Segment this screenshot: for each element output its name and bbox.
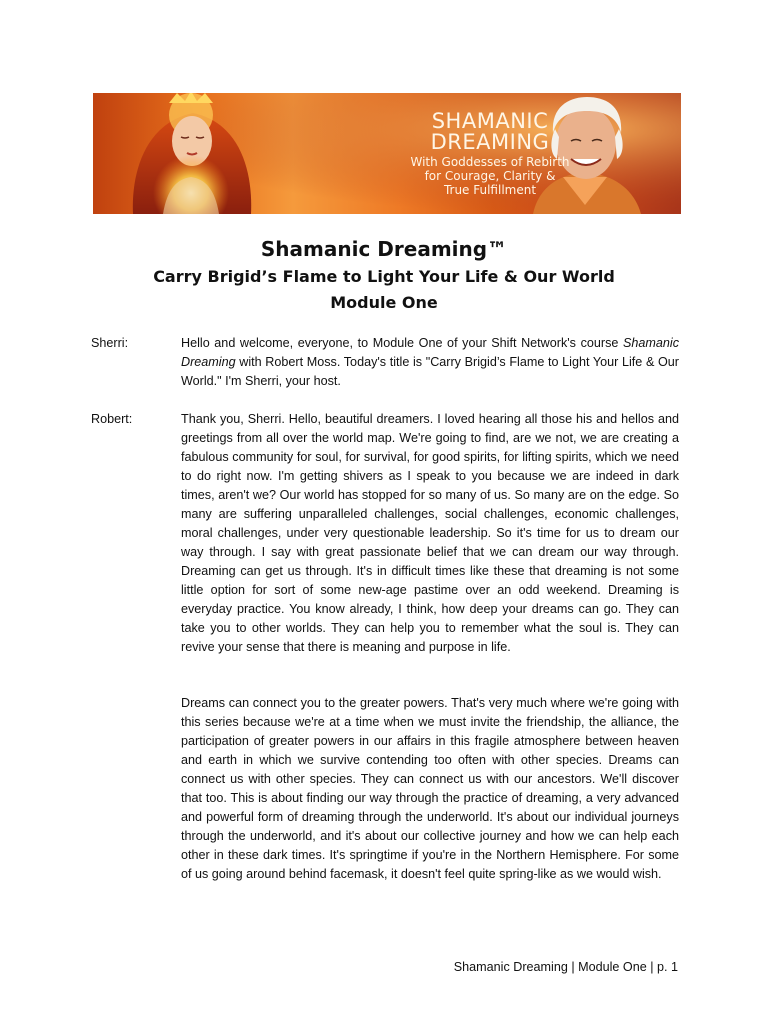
document-subtitle: Carry Brigid’s Flame to Light Your Life & Our World	[153, 267, 615, 286]
banner-artwork	[93, 93, 681, 214]
banner-subtitle-line3: True Fulfillment	[443, 183, 537, 197]
robert-paragraph-1: Thank you, Sherri. Hello, beautiful dreamers. I loved hearing all those his and hellos and greetings from all over the world map. We're going to find, are we not, we are creating a fabulous community for soul, for survival, for good spirits, for lifting spirits, which we need to do right now. I'm getting shivers as I speak to you because we are indeed in dark times, aren't we? Our world has stopped for so many of us. So many are on the edge. So many are suffering unparalleled challenges, social challenges, economic challenges, moral challenges, under very questionable leadership. So it's time for us to dream our way through. I say with great passionate belief that we can dream our way through. Dreaming can get us through. It's in difficult times like these that dreaming is not some little option for sort of some new-age pastime over an odd weekend. Dreaming is everyday practice. You know already, I think, how deep your dreams can go. They can take you to other worlds. They can help you to remember what the soul is. They can revive your sense that there is meaning and purpose in life.	[181, 412, 679, 654]
course-name-italic: Shamanic Dreaming	[181, 336, 679, 369]
module-heading: Module One	[330, 293, 438, 312]
speaker-label-sherri: Sherri:	[91, 336, 129, 350]
speaker-label-robert: Robert:	[91, 412, 133, 426]
sherri-paragraph	[181, 334, 679, 391]
banner-title	[395, 111, 585, 153]
banner-subtitle-line1: With Goddesses of Rebirth	[410, 155, 570, 169]
banner-title-line1: SHAMANIC	[431, 109, 549, 133]
banner-subtitle	[395, 155, 585, 197]
course-banner	[93, 93, 681, 214]
sherri-text-post: with Robert Moss. Today's title is "Carry Brigid’s Flame to Light Your Life & Our World." I'm Sherri, your host.	[181, 355, 679, 388]
page-footer: Shamanic Dreaming | Module One | p. 1	[453, 960, 678, 974]
document-title: Shamanic Dreaming™	[260, 237, 508, 261]
banner-title-line2: DREAMING	[430, 130, 550, 154]
banner-subtitle-line2: for Courage, Clarity &	[424, 169, 556, 183]
sherri-text-pre: Hello and welcome, everyone, to Module One of your Shift Network's course	[181, 336, 623, 350]
robert-paragraph-2: Dreams can connect you to the greater powers. That's very much where we're going with this series because we're at a time when we must invite the friendship, the alliance, the participation of greater powers in our affairs in this fragile atmosphere between heaven and earth in which we survive contending too often with other species. Dreams can connect us with other species. They can connect us with our ancestors. We'll discover that too. This is about finding our way through the practice of dreaming, a very advanced and powerful form of dreaming through the underworld. It's about our individual journeys through the underworld, and it's about our collective journey and how we can help each other in these dark times. It's springtime if you're in the Northern Hemisphere. For some of us going around behind facemask, it doesn't feel quite spring-like as we would wish.	[181, 696, 679, 881]
